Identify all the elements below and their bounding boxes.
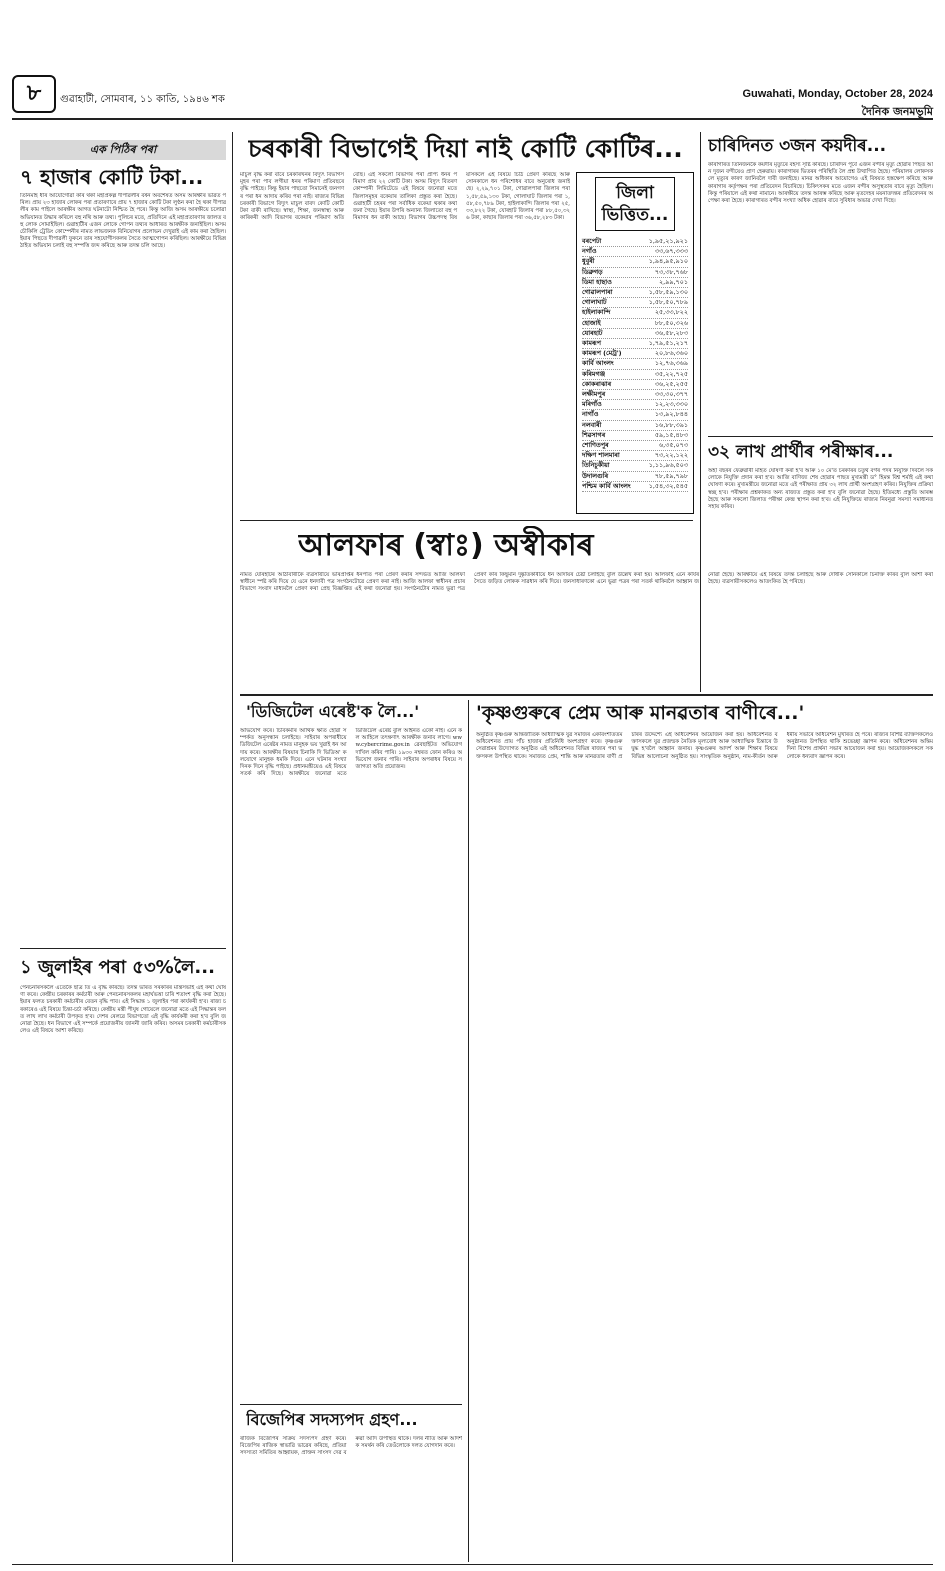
district-name: ধুবুৰী — [582, 257, 595, 266]
district-row — [582, 308, 688, 318]
district-name: কামৰূপ (মেট্ৰ') — [582, 349, 622, 358]
district-name: পশ্চিম কাৰ্বি আংলং — [582, 481, 631, 490]
article-ulfa-denial: নামত যোৰহাটৰ আঠাবাৰীকৈ ব্যৱসায়ীয়ে ভাৰপ্ৰাপ্তৰ ধনপতি পৰা প্ৰেৰণ কৰাৰ সন্দৰ্ভত আজি আলফা স্বাধীনে স্পষ্ট কৰি দিয়ে যে এনে ধনদাবী পত্ৰ সংগঠনটোৱে প্ৰেৰণ কৰা নাই। আজি আলফা স্বাধীনৰ প্ৰচাৰ বিভাগে সংবাদ মাধ্যমলৈ প্ৰেৰণ কৰা প্ৰেছ বিজ্ঞপ্তিত এই কথা জনোৱা হয়। সংগঠনটোৰ নামত ভুৱা পত্ৰ প্ৰেৰণ কৰি কিছুমান দুষ্কৃতিকাৰীয়ে ধন আদায়ৰ চেষ্টা চলাইছে বুলি উল্লেখ কৰা হয়। আলফাই এনে কাৰ্যৰ সৈতে জড়িত লোকক সাৱধান কৰি দিয়ে। জনসাধাৰণকো এনে ভুৱা পত্ৰৰ পৰা সতৰ্ক থাকিবলৈ আহ্বান জনোৱা হৈছে। আৰক্ষীয়ে এই বিষয়ে তদন্ত চলাইছে আৰু দোষীক সোনকালে চিনাক্ত কৰিব বুলি আশা কৰা হৈছে। ব্যৱসায়ীসকলেও আতংকিত হৈ পৰিছে। — [240, 572, 933, 593]
district-name: তিনিচুকীয়া — [582, 461, 610, 470]
district-name: কাৰ্বি আংলং — [582, 359, 614, 368]
district-amount: ৭৮,৫৯,৭৯৮ — [654, 471, 688, 480]
bjp-rule — [240, 1404, 462, 1405]
district-row — [582, 390, 688, 400]
continued-banner: এক পিঠিৰ পৰা — [20, 140, 226, 160]
district-amount: ২০,৮৬,৩৬০ — [654, 349, 688, 358]
district-amount: ১,৫৪,৩২,৫৪৫ — [648, 481, 688, 490]
district-name: কামৰূপ — [582, 339, 601, 348]
district-row — [582, 400, 688, 410]
district-amount: ২৫,৩৩,৮২২ — [654, 308, 688, 317]
page-number: ৮ — [12, 75, 56, 113]
district-amount: ১২,২৩,৩৩০ — [654, 400, 688, 409]
district-name: লক্ষীমপুৰ — [582, 390, 606, 399]
article-7000-crore: তিনিমাহ ধৰি আযোগোৱা কৰি থকা মহাপ্ৰকল্প দীপাৱলীৰ বৰ্ষন অবশেষত অসম আৰক্ষীৰ ভাৱত পৰিল। প্ৰায় ২৩ হাজাৰ লোকৰ পৰা প্ৰতাৰণাৰে প্ৰায় ৭ হাজাৰ কোটি টকা লুণ্ঠন কৰা হৈ থকা দীপাৱলীৰ কাম পাইলে আৰক্ষীৰ আগত ঘটনাটো নিশ্চিত হৈ পৰে। কিন্তু আজি অসম আৰক্ষীয়ে চলোৱা অভিযানত উদ্ধাৰ কৰিলে বহু নথি আৰু তথ্য। পুলিচৰ মতে, প্ৰতিদিনে এই মহাপ্ৰতাৰণাৰ জালত বহু লোক সোমাইছিল। গুৱাহাটীৰ এজন লোকে গোপন তথ্যৰ আধাৰত আৰক্ষীক জনাইছিল। অসম চৌকিলি ট্ৰেডিং কোম্পেনীৰ নামত লাভজনক বিনিয়োগৰ প্ৰলোভন দেখুৱাই এই কাম কৰা হৈছিল। ইয়াৰ পিছতে দীপাৱলী ফুকনে তাৰ সহযোগীসকলৰ সৈতে আত্মগোপন কৰিছিল। আৰক্ষীয়ে বিভিন্ন ঠাইত অভিযান চলাই বহু সম্পত্তি জব্দ কৰিছে আৰু তদন্ত চলি আছে। — [20, 193, 226, 250]
district-row — [582, 482, 688, 492]
district-row — [582, 421, 688, 431]
district-row — [582, 237, 688, 247]
headline-july-53: ১ জুলাইৰ পৰা ৫৩%লৈ... — [20, 957, 215, 978]
col-rule-1 — [232, 132, 233, 1562]
district-title-line2: ভিত্তিত... — [601, 205, 669, 225]
district-amount: ৩৩,৬৭,৩৩৩ — [654, 247, 688, 256]
article-govt-departments: মাচুল বৃদ্ধি কৰা বাবে চৰকাৰখনৰ বিদ্যুৎ বিভাগসমূহৰ পৰা পাব লগীয়া ধনৰ পৰিমাণ প্ৰতিবছৰে বৃদ্ধি পাইছে। কিন্তু ইয়াৰ পাছতো সিমানেই জনগণৰ পৰা ধন আদায় কৰিব পৰা নাই। ৰাজ্যৰ বিভিন্ন চৰকাৰী বিভাগে বিদ্যুৎ মাচুল বাবদ কোটি কোটি টকা বাকী ৰাখিছে। স্বাস্থ্য, শিক্ষা, জনস্বাস্থ্য আৰু কাৰিকৰী আদি বিভাগৰ বকেয়াৰ পৰিমাণ অতি বেছি। এই সকলো বিভাগৰ পৰা প্ৰাপ্য ধনৰ পৰিমাণ প্ৰায় ২২ কোটি টকা। অসম বিদ্যুৎ বিতৰণ কোম্পানী লিমিটেডে এই বিষয়ে জনোৱা মতে জিলাসমূহৰ বকেয়াৰ তালিকা প্ৰস্তুত কৰা হৈছে। গুৱাহাটী চহৰৰ পৰা সৰ্বাধিক বকেয়া থকাৰ কথা জনা গৈছে। ইয়াৰ উপৰি অন্যান্য জিলাতো বহু পৰিমাণৰ ধন বাকী আছে। বিভাগৰ উচ্চপদস্থ বিষয়াসকলে এই বিষয়ে চিঠি প্ৰেৰণ কৰিছে আৰু সোনকালে ধন পৰিশোধৰ বাবে অনুৰোধ জনাইছে। ২,২৯,৭০১ টকা, গোৱালপাৰা জিলাৰ পৰা ১,৫৮,৫৯,১৩০ টকা, গোলাঘাট জিলাৰ পৰা ১,৫৮,৫০,৭৮৯ টকা, হাইলাকান্দি জিলাৰ পৰা ২৫,৩৩,৮২২ টকা, যোৰহাট জিলাৰ পৰা ৮৮,৫০,৩২৬ টকা, কাছাৰ জিলাৰ পৰা ৩৬,৫৮,২৮৩ টকা। — [240, 172, 570, 222]
district-name: দক্ষিণ শালমাৰা — [582, 451, 620, 460]
district-amount: ১,৯৫,২১,৯২১ — [648, 237, 688, 245]
district-name: যোৰহাট — [582, 328, 603, 337]
district-row — [582, 370, 688, 380]
district-name: উদালগুৰি — [582, 471, 609, 480]
district-name: কোকৰাঝাৰ — [582, 379, 612, 388]
headline-bjp: বিজেপিৰ সদস্যপদ গ্ৰহণ... — [246, 1410, 418, 1429]
article-32-lakh: অহা বছৰৰ ফেব্ৰুৱাৰী মাহত ঘোষণা কৰা হ'ব আৰু ১০ মে'ত চৰকাৰৰ চতুৰ্থ বৰ্গৰ পদৰ নিযুক্তি দিবলৈ সকলোকে নিযুক্তি প্ৰদান কৰা হ'ব। আজি বাণিজ্য শেষ হোৱাৰ পাছত মুখ্যমন্ত্ৰী ড° হিমন্ত বিশ্ব শৰ্মাই এই কথা ঘোষণা কৰে। মুখ্যমন্ত্ৰীয়ে জনোৱা মতে এই পৰীক্ষাত প্ৰায় ৩২ লাখ প্ৰাৰ্থী অংশগ্ৰহণ কৰিব। নিযুক্তিৰ প্ৰক্ৰিয়া স্বচ্ছ হ'ব। পৰীক্ষাৰ প্ৰশ্নকাকত অন্য ৰাজ্যত প্ৰস্তুত কৰা হ'ব বুলি জনোৱা হৈছে। ইতিমধ্যে প্ৰস্তুতি আৰম্ভ হৈছে আৰু সকলো জিলাত পৰীক্ষা কেন্দ্ৰ স্থাপন কৰা হ'ব। এই নিযুক্তিয়ে ৰাজ্যৰ নিবনুৱা সমস্যা সমাধানত সহায় কৰিব। — [708, 468, 933, 511]
district-row — [582, 329, 688, 339]
district-row — [582, 257, 688, 267]
district-name: বৰপেটা — [582, 237, 602, 245]
district-name: ডিব্ৰুগড় — [582, 267, 603, 276]
district-name: নাগাঁও — [582, 410, 599, 419]
district-row — [582, 278, 688, 288]
headline-7000-crore: ৭ হাজাৰ কোটি টকা... — [20, 165, 204, 189]
district-amount: ১,৯৪,৯৫,৯১০ — [648, 257, 688, 266]
district-amount: ১,১১,৯৬,৫০৩ — [648, 461, 688, 470]
district-row — [582, 431, 688, 441]
district-row — [582, 451, 688, 461]
district-row — [582, 441, 688, 451]
col3-divider — [708, 436, 933, 437]
district-amount: ৩৩,৩০,৩৭৭ — [654, 390, 688, 399]
district-table-box — [576, 172, 694, 514]
section-rule — [240, 694, 933, 696]
district-name: কৰিমগঞ্জ — [582, 369, 606, 378]
district-row — [582, 319, 688, 329]
headline-ulfa-denial: আলফাৰ (স্বাঃ) অস্বীকাৰ — [298, 528, 594, 563]
article-digital-arrest: অভিযোগ কৰে। চিবিকৰ্মাৰ আৰ্থিক ক্ষতি হোৱা সম্পৰ্কত অনুসন্ধান চলাইছে। সাইবাৰ অপৰাধীয়ে ডিজিটেল এৰেষ্টৰ নামত মানুহক ভয় খুৱাই ধন আদায় কৰে। আৰক্ষীৰ বিষয়াৰ চিনাকি দি ভিডিঅ' কলযোগে মানুহক ধমকি দিয়ে। এনে ঘটনাৰ সংখ্যা দিনক দিনে বৃদ্ধি পাইছে। প্ৰধানমন্ত্ৰীয়েও এই বিষয়ে সতৰ্ক কৰি দিছে। আৰক্ষীয়ে জনোৱা মতে ডিজিটেল এৰেষ্ট বুলি আইনত একো নাই। এনে কল আহিলে তৎক্ষণাৎ আৰক্ষীক জনাব লাগে। www.cybercrime.gov.in ৱেবছাইটত অভিযোগ দাখিল কৰিব পাৰি। ১৯৩০ নম্বৰত ফোন কৰিও অভিযোগ জনাব পাৰি। সাইবাৰ অপৰাধৰ বিষয়ে সজাগতা অতি প্ৰয়োজন। — [240, 728, 462, 778]
article-july-53: পেনচনাৰসকলৈ এতেকৈ ছাত্ৰ তি এ বৃদ্ধি কৰিছে। তদন্ত ভাৰত সৰকাৰৰ মন্ত্ৰিসভাই এই কথা ঘোষণা কৰে। কেন্দ্ৰীয় চৰকাৰৰ কৰ্মচাৰী আৰু পেনচনাৰসকলৰ মহাৰ্ঘভত্তা চাৰি শতাংশ বৃদ্ধি কৰা হৈছে। ইয়াৰ ফলত চৰকাৰী কৰ্মচাৰীৰ বেতন বৃদ্ধি পাব। এই সিদ্ধান্ত ১ জুলাইৰ পৰা কাৰ্যকৰী হ'ব। ৰাজ্য চৰকাৰেও এই বিষয়ে চিন্তা-চৰ্চা কৰিছে। কেন্দ্ৰীয় মন্ত্ৰী পীযুষ গোয়েলে জনোৱা মতে এই সিদ্ধান্তৰ ফলত লাখ লাখ কৰ্মচাৰী উপকৃত হ'ব। দেশৰ ৰেলৱে বিভাগতো এই বৃদ্ধি কাৰ্যকৰী কৰা হ'ব বুলি জনোৱা হৈছে। ধন বিভাগে এই সম্পৰ্কে প্ৰয়োজনীয় জাননী জাৰি কৰিব। অসমৰ চৰকাৰী কৰ্মচাৰীসকলেও এই বিষয়ে আশা কৰিছে। — [20, 985, 226, 1035]
district-table — [577, 235, 693, 494]
headline-govt-departments: চৰকাৰী বিভাগেই দিয়া নাই কোটি কোটিৰ... — [248, 134, 683, 163]
district-row — [582, 461, 688, 471]
district-name: ডিমা হাছাও — [582, 277, 612, 286]
district-row — [582, 247, 688, 257]
district-name: নলবাৰী — [582, 420, 602, 429]
district-amount: ৩৫,২২,৭২৫ — [654, 369, 688, 378]
district-name: মৰিগাঁও — [582, 400, 602, 409]
district-amount: ১৬,৮৮,৩৯১ — [654, 420, 688, 429]
district-row — [582, 359, 688, 369]
district-amount: ৭৩,৩৮,৭৬৮ — [654, 267, 688, 276]
district-row — [582, 380, 688, 390]
headline-digital-arrest: 'ডিজিটেল এৰেষ্ট'ক লৈ...' — [246, 702, 420, 721]
district-amount: ৩৬,২৫,২৫৫ — [654, 379, 688, 388]
district-name: গোৱালপাৰা — [582, 288, 613, 297]
district-amount: ১৩,৯২,৮৪৪ — [654, 410, 688, 419]
col1-divider — [20, 948, 226, 949]
district-amount: ২,৯৯,৭০১ — [659, 277, 688, 286]
district-name: হোজাই — [582, 318, 601, 327]
district-amount: ৭৩,২২,১২২ — [654, 451, 688, 460]
district-name: শিৱসাগৰ — [582, 430, 606, 439]
dateline-assamese: গুৱাহাটী, সোমবাৰ, ১১ কাতি, ১৯৪৬ শক — [60, 94, 225, 105]
district-title-line1: জিলা — [616, 183, 654, 203]
district-amount: ১,৭৯,৫১,২১৭ — [648, 339, 688, 348]
district-row — [582, 298, 688, 308]
district-amount: ১,৫৮,৫৯,১৩০ — [648, 288, 688, 297]
district-row — [582, 349, 688, 359]
headline-krishnaguru: 'কৃষ্ণগুৰুৰে প্ৰেম আৰু মানৱতাৰ বাণীৰে...' — [476, 702, 805, 724]
district-amount: ১,৫৮,৫০,৭৮৯ — [648, 298, 688, 307]
district-row — [582, 410, 688, 420]
newspaper-name: দৈনিক জনমভূমি — [861, 105, 933, 118]
footer-rule — [12, 1564, 933, 1565]
ulfa-top-rule — [240, 520, 693, 521]
district-amount: ৫৯,১৫,৪৮৩ — [654, 430, 688, 439]
article-3-prisoners: কাৰাগাৰত তিনিজনকৈ কয়দীৰ মৃত্যুৰে বহস্য সৃষ্টি কৰিছে। চাৰিদিন পূৰ্বে এজন বন্দীৰ মৃত্যু হোৱাৰ পিছত আন দুজন বন্দীয়েও প্ৰাণ হেৰুৱায়। কাৰাগাৰৰ ভিতৰৰ পৰিস্থিতি লৈ প্ৰশ্ন উত্থাপিত হৈছে। পৰিয়ালৰ লোকসকলে মৃত্যুৰ কাৰণ জানিবলৈ দাবী জনাইছে। মানৱ অধিকাৰ আয়োগেও এই বিষয়ত হস্তক্ষেপ কৰিছে আৰু কাৰাগাৰ কৰ্তৃপক্ষৰ পৰা প্ৰতিবেদন বিচাৰিছে। চিকিৎসকৰ মতে এজন বন্দীৰ অসুস্থতাৰ বাবে মৃত্যু হৈছিল। কিন্তু পৰিয়ালে এই কথা নামানে। আৰক্ষীয়ে তদন্ত আৰম্ভ কৰিছে আৰু মৃতদেহৰ ময়নাতদন্তৰ প্ৰতিবেদনৰ অপেক্ষা কৰা হৈছে। কাৰাগাৰত বন্দীৰ সংখ্যা অধিক হোৱাৰ বাবে সুবিধাৰ অভাৱ দেখা দিছে। — [708, 162, 933, 205]
headline-32-lakh: ৩২ লাখ প্ৰাৰ্থীৰ পৰীক্ষাৰ... — [708, 442, 894, 462]
district-amount: ৮৮,৫০,৩২৬ — [654, 318, 688, 327]
district-row — [582, 288, 688, 298]
district-row — [582, 339, 688, 349]
district-row — [582, 472, 688, 482]
col-rule-mid — [468, 700, 469, 1562]
district-amount: ৬,৩৫,০৭৩ — [659, 441, 688, 450]
district-name: হাইলাকান্দি — [582, 308, 611, 317]
headline-3-prisoners: চাৰিদিনত ৩জন কয়দীৰ... — [708, 136, 887, 156]
district-name: শোণিতপুৰ — [582, 441, 609, 450]
district-name: গোলাঘাট — [582, 298, 607, 307]
district-box-title — [595, 177, 675, 231]
district-amount: ৩৬,৫৮,২৮৩ — [654, 328, 688, 337]
district-amount: ১২,৭৬,৩৬৯ — [654, 359, 688, 368]
article-krishnaguru: অনুষ্ঠিত কৃষ্ণগুৰু আন্তৰ্জাতিক আধ্যাত্মিক যুৱ সমাজৰ একবিংশতিতম অধিবেশনত প্ৰায় পাঁচ হাজাৰ প্ৰতিনিধি অংশগ্ৰহণ কৰে। কৃষ্ণগুৰু সেৱাশ্ৰমৰ উদ্যোগত অনুষ্ঠিত এই অধিবেশনত বিভিন্ন ৰাজ্যৰ পৰা ভক্তসকল উপস্থিত থাকে। সমাজত প্ৰেম, শান্তি আৰু মানৱতাৰ বাণী প্ৰচাৰৰ উদ্দেশ্যে এই অধিবেশনৰ আয়োজন কৰা হয়। অধিবেশনত বক্তাসকলে যুৱ প্ৰজন্মক নৈতিক মূল্যবোধ আৰু আধ্যাত্মিক চিন্তাৰে উদ্বুদ্ধ হ'বলৈ আহ্বান জনায়। কৃষ্ণগুৰুৰ আদৰ্শ আৰু শিক্ষাৰ বিষয়ে বিভিন্ন আলোচনা অনুষ্ঠিত হয়। সাংস্কৃতিক অনুষ্ঠান, নাম-কীৰ্তন আৰু ধৰ্মীয় সভাৰে অধিবেশন মুখৰিত হৈ পৰে। ৰাজ্যৰ বিশিষ্ট ব্যক্তিসকলেও অনুষ্ঠানত উপস্থিত থাকি শুভেচ্ছা জ্ঞাপন কৰে। অধিবেশনৰ অন্তিম দিনা বিশেষ প্ৰাৰ্থনা সভাৰ আয়োজন কৰা হয়। আয়োজকসকলে সকলোকে ধন্যবাদ জ্ঞাপন কৰে। — [476, 732, 933, 760]
district-row — [582, 268, 688, 278]
district-name: নগাঁও — [582, 247, 597, 256]
dateline-english: Guwahati, Monday, October 28, 2024 — [742, 88, 933, 100]
header-rule — [12, 118, 933, 120]
article-bjp: ৰাজিক বিজেপিৰ সক্ৰিয় সদস্যপদ গ্ৰহণ কৰে। বিজেপিৰ ৰাজিক স্বাভাৱি ভাৱেৰ কৰিছে, প্ৰতিয়া সদস্যতা সমিতিৰ আহ্বায়ক, প্ৰাক্তন সাংসদ দেৱ বৰুৱা আদি উপস্থিত থাকে। দলৰ নীতি আৰু আদৰ্শক সমৰ্থন কৰি তেওঁলোকে দলত যোগদান কৰে। — [240, 1436, 462, 1457]
